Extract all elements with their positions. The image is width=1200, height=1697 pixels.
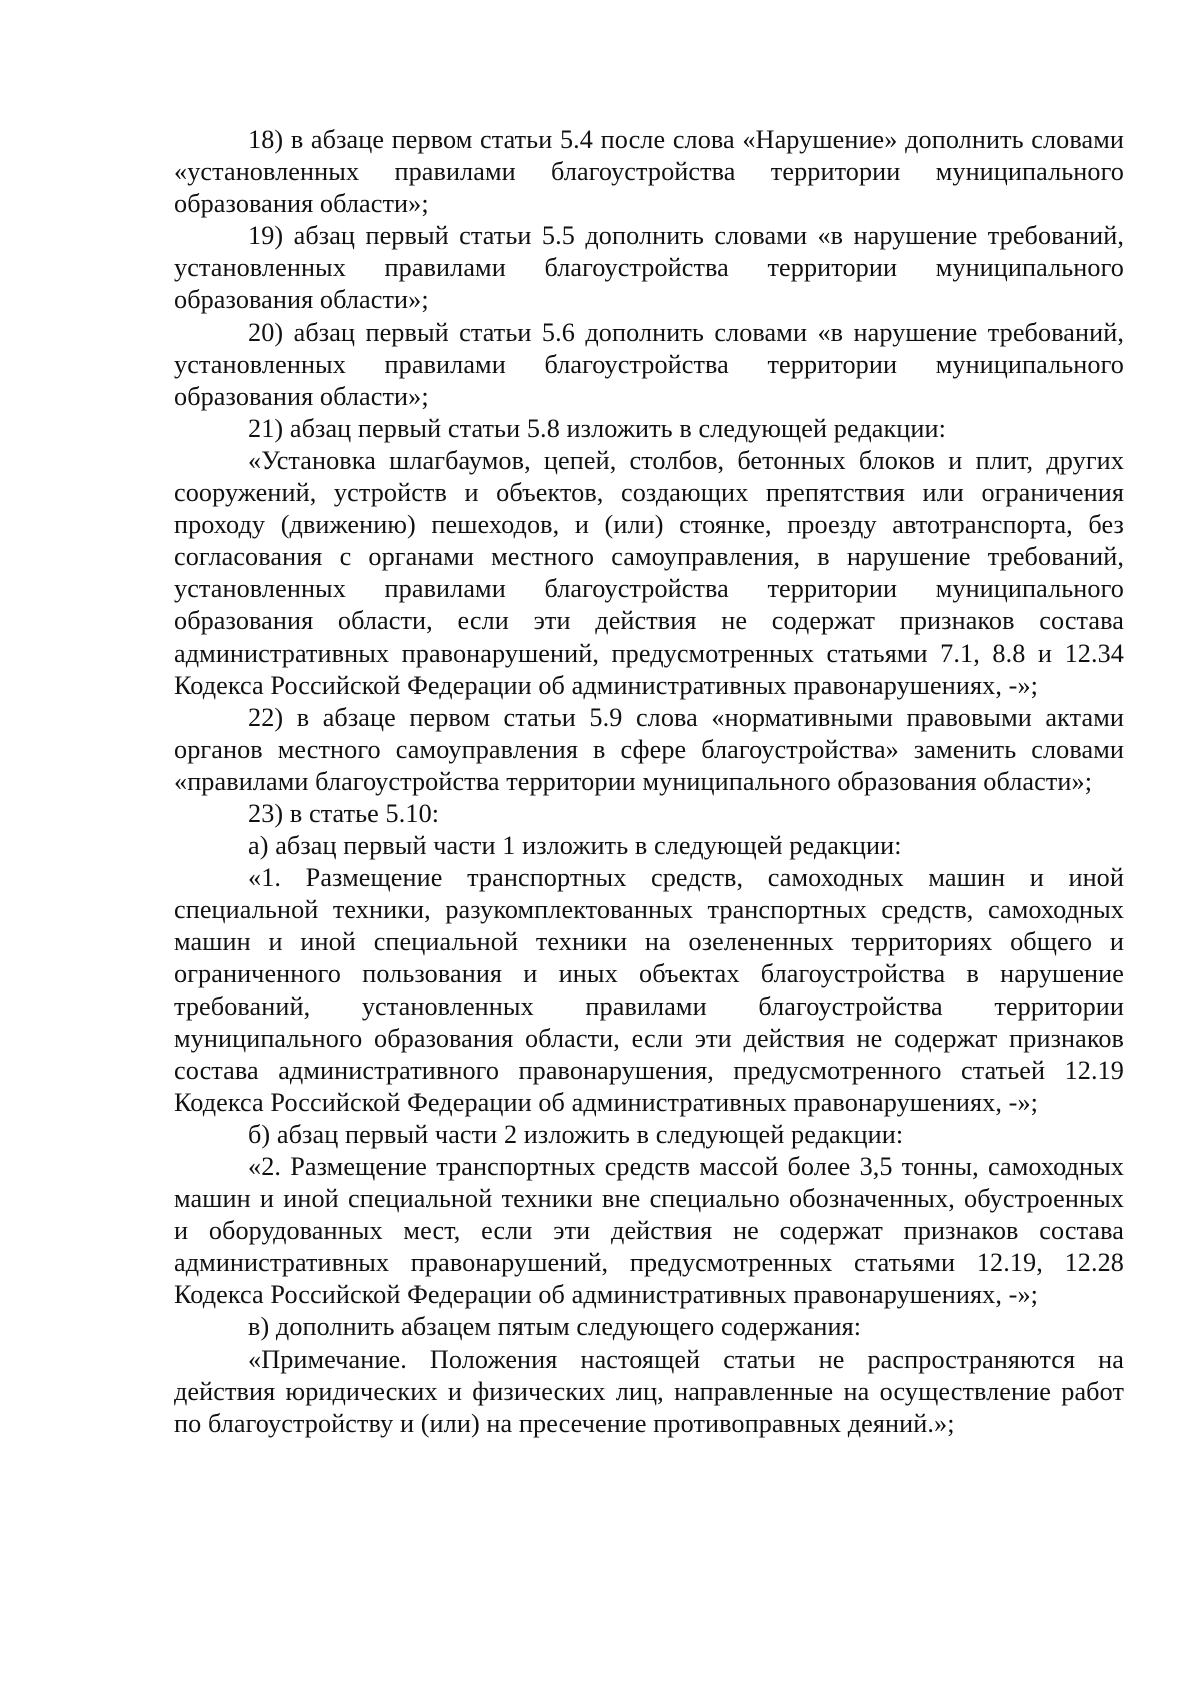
paragraph-subitem-b: б) абзац первый части 2 изложить в следующей редакции: (248, 1119, 904, 1149)
paragraph-item-23: 23) в статье 5.10: (248, 798, 440, 828)
paragraph-subitem-v: в) дополнить абзацем пятым следующего содержания: (248, 1312, 862, 1342)
paragraph-item-18: 18) в абзаце первом статьи 5.4 после слова «Нарушение» дополнить словами «установленных правилами благоустройства территории муниципального образования области»; (174, 125, 1124, 219)
paragraph-quote-part-1: «1. Размещение транспортных средств, самоходных машин и иной специальной техники, разукомплектованных транспортных средств, самоходных машин и иной специальной техники на озелененных территориях общего и ограниченного пользования и иных объектах благоустройства в нарушение требований, установленных правилами благоустройства территории муниципального образования области, если эти действия не содержат признаков состава административного правонарушения, предусмотренного статьей 12.19 Кодекса Российской Федерации об административных правонарушениях, -»; (174, 863, 1124, 1117)
paragraph-subitem-a: а) абзац первый части 1 изложить в следующей редакции: (248, 831, 902, 861)
paragraph-item-21: 21) абзац первый статьи 5.8 изложить в следующей редакции: (248, 413, 947, 443)
paragraph-quote-5-8: «Установка шлагбаумов, цепей, столбов, бетонных блоков и плит, других сооружений, устройств и объектов, создающих препятствия или ограничения проходу (движению) пешеходов, и (или) стоянке, проезду автотранспорта, без согласования с органами местного самоуправления, в нарушение требований, установленных правилами благоустройства территории муниципального образования области, если эти действия не содержат признаков состава административных правонарушений, предусмотренных статьями 7.1, 8.8 и 12.34 Кодекса Российской Федерации об административных правонарушениях, -»; (174, 445, 1124, 700)
paragraph-item-22: 22) в абзаце первом статьи 5.9 слова «нормативными правовыми актами органов местного самоуправления в сфере благоустройства» заменить словами «правилами благоустройства территории муниципального образования области»; (174, 702, 1124, 796)
paragraph-item-20: 20) абзац первый статьи 5.6 дополнить словами «в нарушение требований, установленных правилами благоустройства территории муниципального образования области»; (174, 317, 1124, 411)
paragraph-item-19: 19) абзац первый статьи 5.5 дополнить словами «в нарушение требований, установленных правилами благоустройства территории муниципального образования области»; (174, 221, 1124, 315)
document-body (174, 124, 1124, 1440)
paragraph-quote-note: «Примечание. Положения настоящей статьи не распространяются на действия юридических и физических лиц, направленные на осуществление работ по благоустройству и (или) на пресечение противоправных деяний.»; (174, 1344, 1124, 1438)
paragraph-quote-part-2: «2. Размещение транспортных средств массой более 3,5 тонны, самоходных машин и иной специальной техники вне специально обозначенных, обустроенных и оборудованных мест, если эти действия не содержат признаков состава административных правонарушений, предусмотренных статьями 12.19, 12.28 Кодекса Российской Федерации об административных правонарушениях, -»; (174, 1152, 1124, 1310)
